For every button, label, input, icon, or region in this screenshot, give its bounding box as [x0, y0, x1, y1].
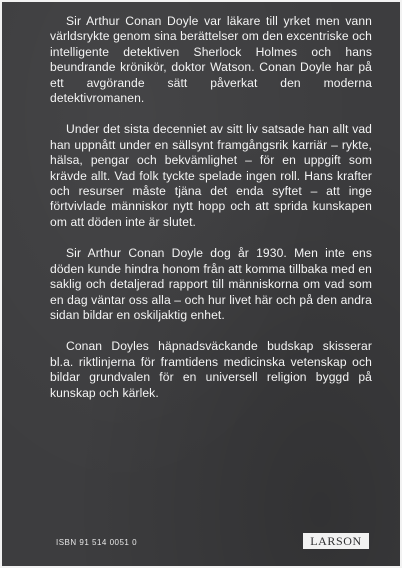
blurb-text [50, 14, 372, 401]
isbn-number: ISBN 91 514 0051 0 [56, 538, 138, 547]
publisher-logo: LARSON [303, 533, 369, 549]
blurb-paragraph-2: Under det sista decenniet av sitt liv satsade han allt vad han uppnått under en sällsynt framgångsrik karriär – rykte, hälsa, pengar och bekvämlighet – för en uppgift som krävde allt. Vad folk tyckte spelade ingen roll. Hans krafter och resurser måste tjäna det enda syftet – att inge förtvivlade människor nytt hopp och att sprida kunskapen om att döden inte är slutet. [50, 122, 372, 229]
blurb-paragraph-1: Sir Arthur Conan Doyle var läkare till yrket men vann världsrykte genom sina berättelser om den excentriske och intelligente detektiven Sherlock Holmes och hans beundrande krönikör, doktor Watson. Conan Doyle har på ett avgörande sätt påverkat den moderna detektivromanen. [50, 14, 372, 106]
blurb-paragraph-3: Sir Arthur Conan Doyle dog år 1930. Men inte ens döden kunde hindra honom från att komma tillbaka med en saklig och detaljerad rapport till människorna om vad som en dag väntar oss alla – och hur livet här och på den andra sidan bildar en oskiljaktig enhet. [50, 246, 372, 322]
blurb-paragraph-4: Conan Doyles häpnadsväckande budskap skisserar bl.a. riktlinjerna för framtidens medicinska vetenskap och bildar grundvalen för en universell religion byggd på kunskap och kärlek. [50, 339, 372, 400]
